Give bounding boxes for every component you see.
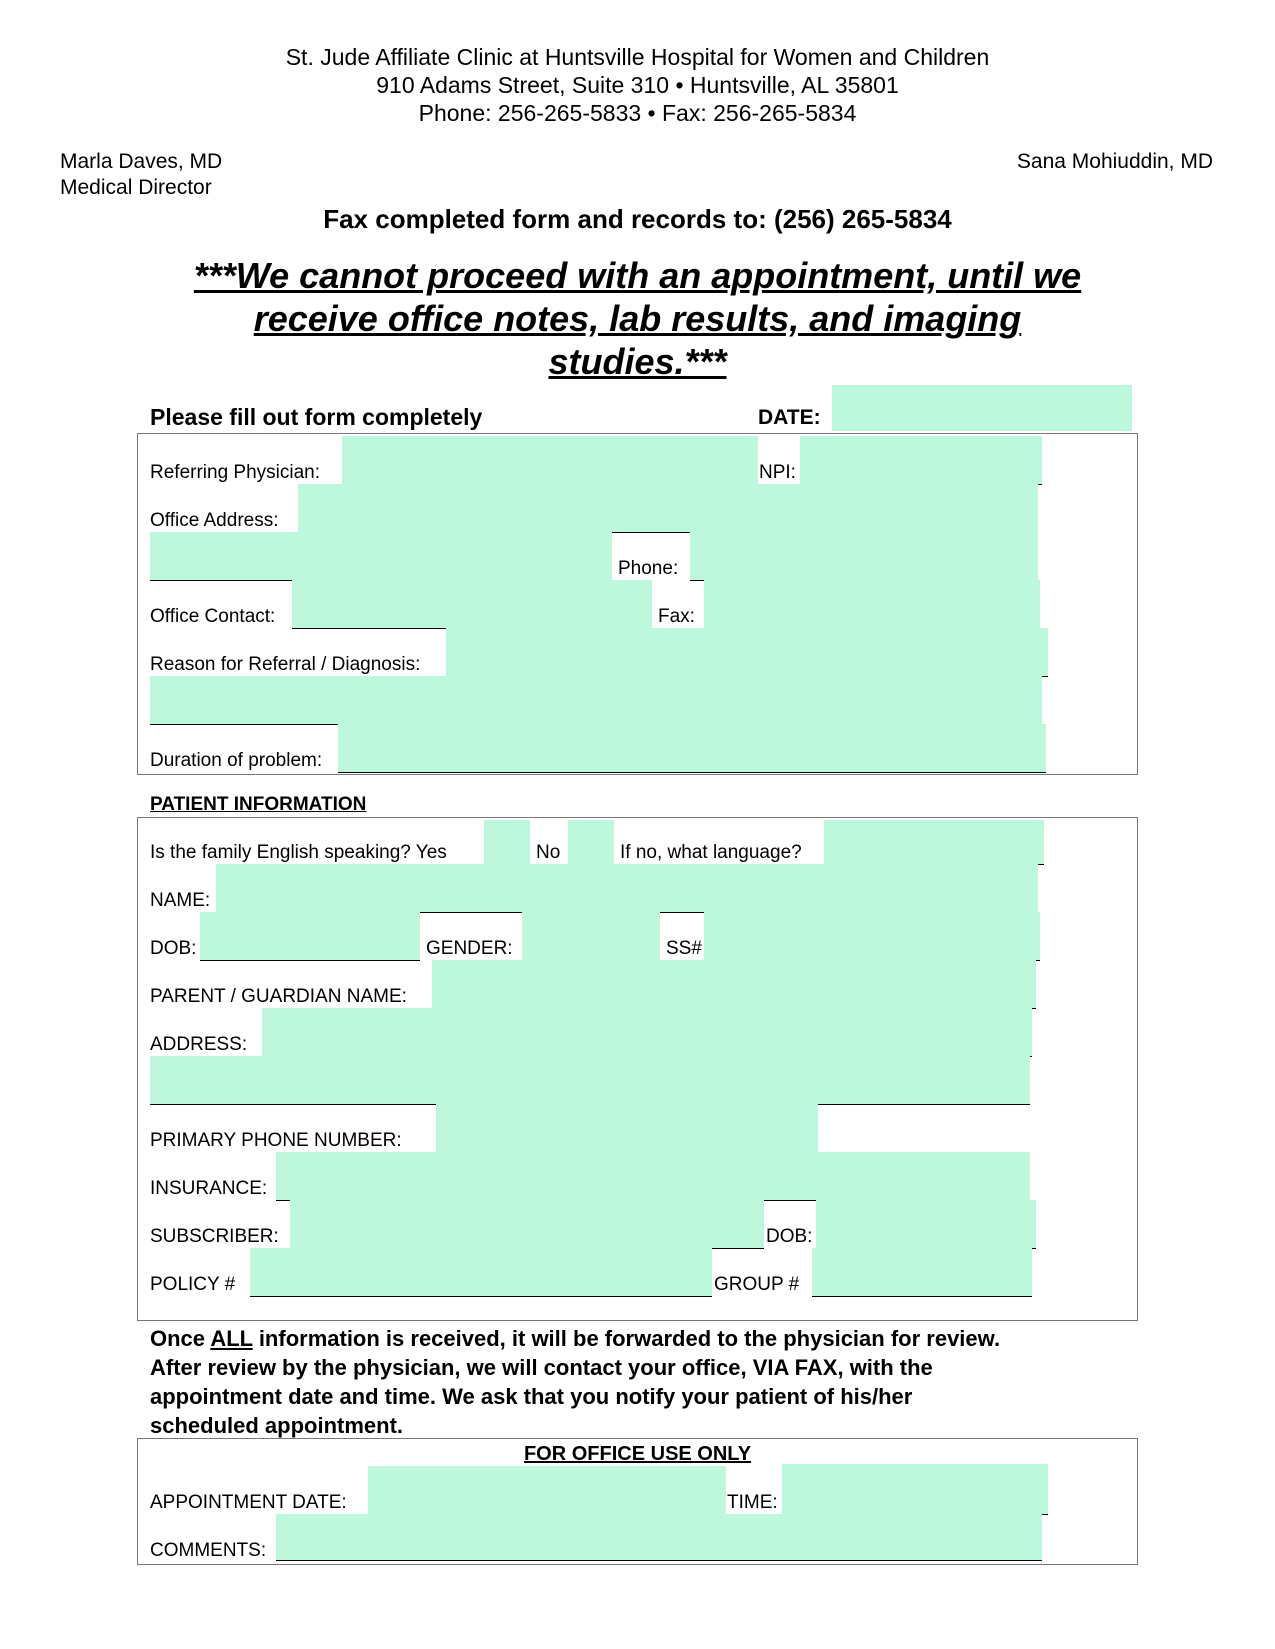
- records-notice: [0, 254, 1275, 383]
- insurance-input[interactable]: [276, 1152, 1030, 1200]
- office-phone-input[interactable]: [690, 532, 1038, 580]
- appointment-date-label: APPOINTMENT DATE:: [150, 1492, 347, 1513]
- patient-name-input[interactable]: [216, 864, 1038, 912]
- duration-input[interactable]: [338, 724, 1046, 772]
- reason-field[interactable]: [446, 628, 1048, 676]
- subscriber-dob-label: DOB:: [766, 1226, 813, 1247]
- notice-line-3: studies.***: [548, 341, 727, 382]
- english-no-field[interactable]: [568, 820, 614, 864]
- office-address-input[interactable]: [298, 484, 1038, 532]
- npi-field[interactable]: [800, 436, 1042, 484]
- policy-field[interactable]: [250, 1248, 712, 1296]
- reason-label: Reason for Referral / Diagnosis:: [150, 654, 421, 675]
- patient-address-line-2-field[interactable]: [150, 1056, 1030, 1104]
- notice-line-2: receive office notes, lab results, and imaging: [253, 298, 1022, 339]
- clinic-fax: Fax: 256-265-5834: [662, 100, 857, 126]
- office-fax-input[interactable]: [704, 580, 1040, 628]
- patient-address-input[interactable]: [262, 1008, 1032, 1056]
- office-address-line-2-field[interactable]: [150, 532, 612, 580]
- office-phone-field[interactable]: [690, 532, 1038, 580]
- office-address-field[interactable]: [298, 484, 1038, 532]
- comments-input[interactable]: [276, 1514, 1042, 1560]
- office-address-line-2-input[interactable]: [150, 532, 612, 580]
- address-street: 910 Adams Street, Suite 310: [376, 72, 670, 98]
- office-contact-label: Office Contact:: [150, 606, 276, 627]
- clinic-name: St. Jude Affiliate Clinic at Huntsville Hospital for Women and Children: [285, 44, 990, 70]
- left-doctor-name: Marla Daves, MD: [60, 150, 223, 173]
- underline: [200, 960, 420, 961]
- review-notice-line-2: After review by the physician, we will contact your office, VIA FAX, with the: [150, 1355, 933, 1380]
- language-input[interactable]: [824, 820, 1044, 864]
- language-field[interactable]: [824, 820, 1044, 864]
- patient-dob-label: DOB:: [150, 938, 197, 959]
- duration-label: Duration of problem:: [150, 750, 323, 771]
- english-yes-input[interactable]: [484, 820, 530, 864]
- appointment-time-field[interactable]: [782, 1464, 1048, 1514]
- review-notice-line-1: Once ALL information is received, it will be forwarded to the physician for review.: [150, 1326, 1001, 1351]
- date-input[interactable]: [832, 385, 1132, 431]
- gender-label: GENDER:: [426, 938, 513, 959]
- appointment-time-label: TIME:: [727, 1492, 778, 1513]
- underline: [276, 1560, 1042, 1561]
- subscriber-input[interactable]: [290, 1200, 764, 1248]
- all-emphasis: ALL: [210, 1326, 253, 1351]
- bullet-separator: •: [675, 72, 684, 98]
- review-notice-line-3: appointment date and time. We ask that you notify your patient of his/her: [150, 1384, 913, 1409]
- office-phone-label: Phone:: [618, 558, 679, 579]
- appointment-date-input[interactable]: [368, 1466, 726, 1514]
- referring-physician-input[interactable]: [342, 436, 758, 484]
- fax-instruction: Fax completed form and records to: (256) 265-5834: [323, 204, 952, 234]
- office-fax-label: Fax:: [658, 606, 695, 627]
- group-input[interactable]: [812, 1248, 1032, 1296]
- bullet-separator: •: [647, 100, 656, 126]
- reason-line-2-field[interactable]: [150, 676, 1042, 724]
- policy-label: POLICY #: [150, 1274, 236, 1295]
- duration-field[interactable]: [338, 724, 1046, 772]
- patient-dob-field[interactable]: [200, 912, 420, 960]
- ssn-field[interactable]: [704, 912, 1040, 960]
- review-notice: [150, 1324, 1000, 1440]
- patient-name-field[interactable]: [216, 864, 1038, 912]
- subscriber-label: SUBSCRIBER:: [150, 1226, 279, 1247]
- guardian-name-field[interactable]: [432, 960, 1036, 1008]
- ssn-label: SS#: [666, 938, 702, 959]
- policy-input[interactable]: [250, 1248, 712, 1296]
- appointment-date-field[interactable]: [368, 1466, 726, 1514]
- group-field[interactable]: [812, 1248, 1032, 1296]
- underline: [250, 1296, 712, 1297]
- clinic-address: [0, 72, 1275, 99]
- office-contact-field[interactable]: [292, 580, 652, 628]
- insurance-field[interactable]: [276, 1152, 1030, 1200]
- patient-dob-input[interactable]: [200, 912, 420, 960]
- npi-label: NPI:: [759, 462, 796, 483]
- guardian-name-input[interactable]: [432, 960, 1036, 1008]
- english-yes-field[interactable]: [484, 820, 530, 864]
- underline: [338, 772, 1046, 773]
- subscriber-dob-field[interactable]: [816, 1200, 1036, 1248]
- reason-line-2-input[interactable]: [150, 676, 1042, 724]
- gender-input[interactable]: [522, 912, 660, 960]
- office-address-label: Office Address:: [150, 510, 279, 531]
- patient-address-label: ADDRESS:: [150, 1034, 248, 1055]
- patient-address-line-2-input[interactable]: [150, 1056, 1030, 1104]
- subscriber-field[interactable]: [290, 1200, 764, 1248]
- left-doctor-title: Medical Director: [60, 176, 212, 199]
- office-contact-input[interactable]: [292, 580, 652, 628]
- primary-phone-label: PRIMARY PHONE NUMBER:: [150, 1130, 402, 1151]
- gender-field[interactable]: [522, 912, 660, 960]
- insurance-label: INSURANCE:: [150, 1178, 268, 1199]
- language-label: If no, what language?: [620, 842, 802, 863]
- date-field[interactable]: [832, 385, 1132, 431]
- form-instruction: Please fill out form completely: [150, 404, 483, 430]
- english-no-label: No: [536, 842, 561, 863]
- appointment-time-input[interactable]: [782, 1464, 1048, 1514]
- referring-physician-label: Referring Physician:: [150, 462, 321, 483]
- patient-address-field[interactable]: [262, 1008, 1032, 1056]
- notice-line-1: ***We cannot proceed with an appointment, until we: [193, 255, 1082, 296]
- english-no-input[interactable]: [568, 820, 614, 864]
- english-speaking-label: Is the family English speaking? Yes: [150, 842, 447, 863]
- underline: [812, 1296, 1032, 1297]
- office-use-title: FOR OFFICE USE ONLY: [523, 1443, 752, 1465]
- guardian-name-label: PARENT / GUARDIAN NAME:: [150, 986, 407, 1007]
- clinic-contact: [0, 100, 1275, 127]
- ssn-input[interactable]: [704, 912, 1040, 960]
- patient-section-title: PATIENT INFORMATION: [150, 794, 367, 815]
- patient-name-label: NAME:: [150, 890, 211, 911]
- group-label: GROUP #: [714, 1274, 800, 1295]
- primary-phone-field[interactable]: [436, 1104, 818, 1152]
- primary-phone-input[interactable]: [436, 1104, 818, 1152]
- right-doctor-name: Sana Mohiuddin, MD: [1016, 150, 1213, 173]
- npi-input[interactable]: [800, 436, 1042, 484]
- clinic-phone: Phone: 256-265-5833: [418, 100, 642, 126]
- address-city: Huntsville, AL 35801: [689, 72, 899, 98]
- review-notice-line-4: scheduled appointment.: [150, 1413, 404, 1438]
- comments-label: COMMENTS:: [150, 1540, 267, 1561]
- reason-input[interactable]: [446, 628, 1048, 676]
- referring-physician-field[interactable]: [342, 436, 758, 484]
- office-fax-field[interactable]: [704, 580, 1040, 628]
- date-label: DATE:: [758, 406, 821, 429]
- comments-field[interactable]: [276, 1514, 1042, 1560]
- subscriber-dob-input[interactable]: [816, 1200, 1036, 1248]
